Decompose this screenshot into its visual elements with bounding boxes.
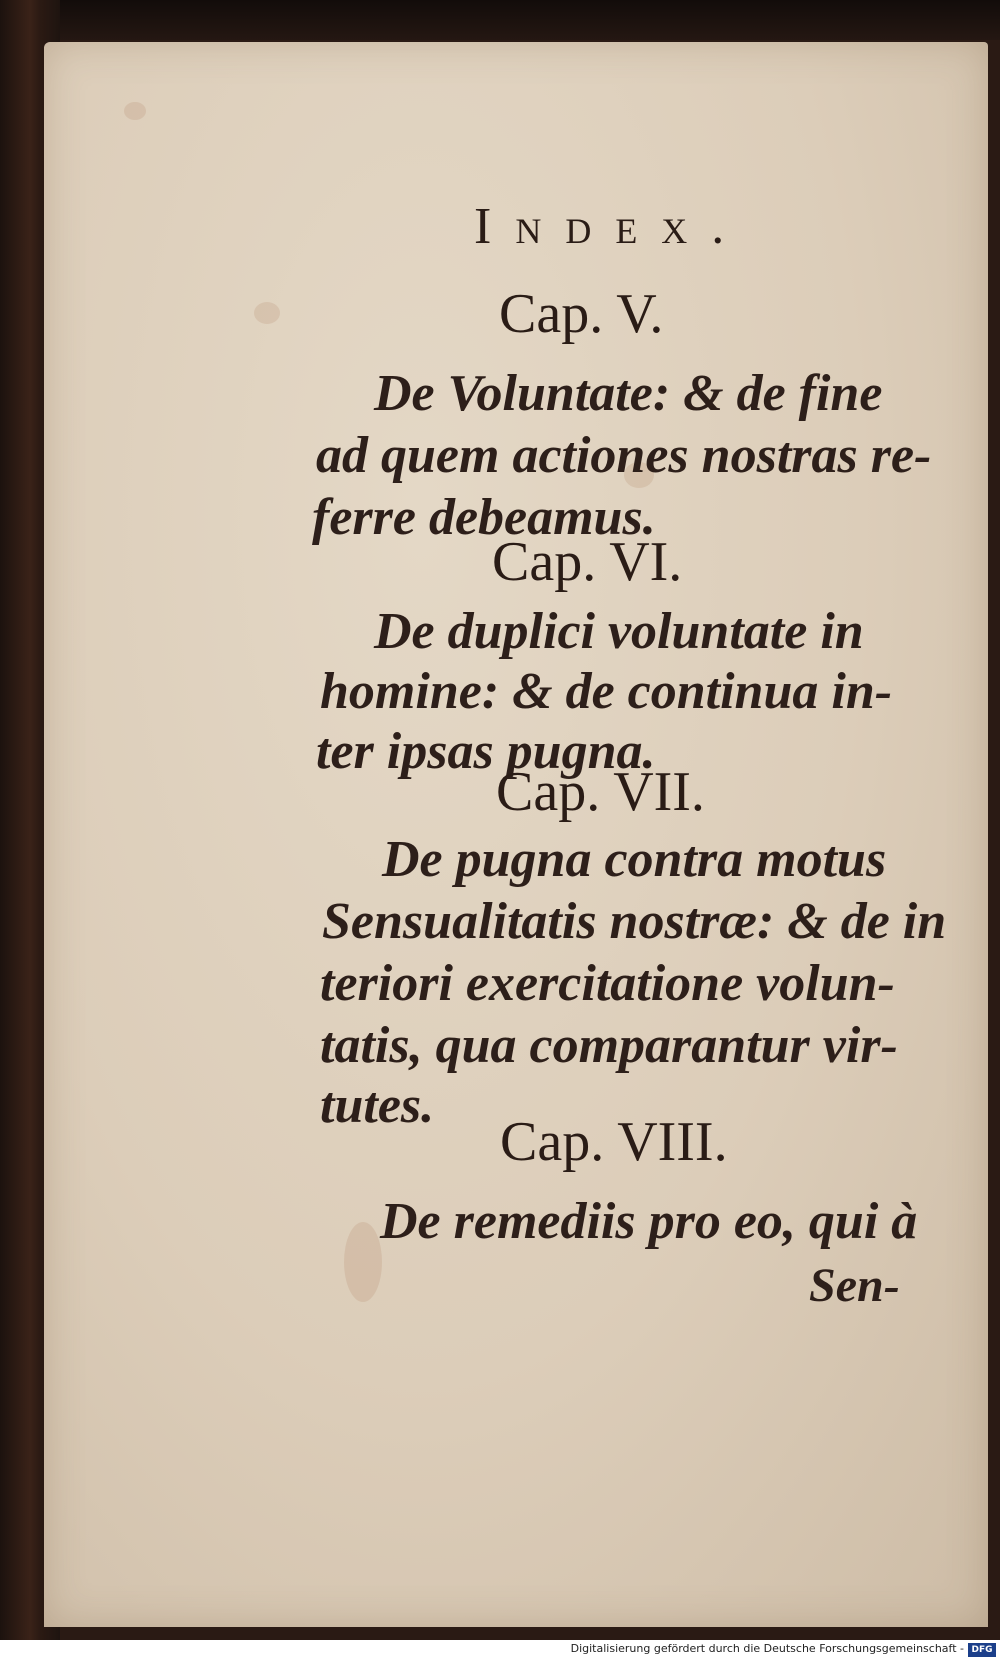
entry-line: tatis, qua comparantur vir-	[320, 1017, 898, 1074]
entry-line: ter ipsas pugna.	[316, 723, 656, 780]
entry-line: De pugna contra motus	[382, 831, 887, 888]
entry-line: De Voluntate: & de fine	[374, 365, 883, 422]
entry-line: teriori exercitatione volun-	[320, 955, 895, 1012]
catchword: Sen-	[809, 1259, 900, 1312]
chapter-heading: Cap. VII.	[496, 761, 705, 823]
running-head: Index.	[474, 198, 749, 255]
chapter-heading: Cap. VI.	[492, 531, 683, 593]
chapter-heading: Cap. V.	[499, 283, 664, 345]
entry-line: De duplici voluntate in	[374, 603, 864, 660]
book-page	[44, 42, 988, 1627]
index-text	[44, 42, 988, 1627]
chapter-heading: Cap. VIII.	[500, 1111, 728, 1173]
entry-line: homine: & de continua in-	[320, 663, 893, 720]
entry-line: ferre debeamus.	[312, 489, 656, 546]
entry-line: Sensualitatis nostræ: & de in	[322, 893, 947, 950]
dfg-logo-icon: DFG	[968, 1643, 996, 1657]
footer-credit: Digitalisierung gefördert durch die Deutsche Forschungsgemeinschaft -	[570, 1642, 964, 1655]
entry-line: De remediis pro eo, qui à	[380, 1193, 918, 1250]
digitization-footer	[0, 1640, 1000, 1661]
entry-line: tutes.	[320, 1077, 435, 1134]
entry-line: ad quem actiones nostras re-	[316, 427, 932, 484]
